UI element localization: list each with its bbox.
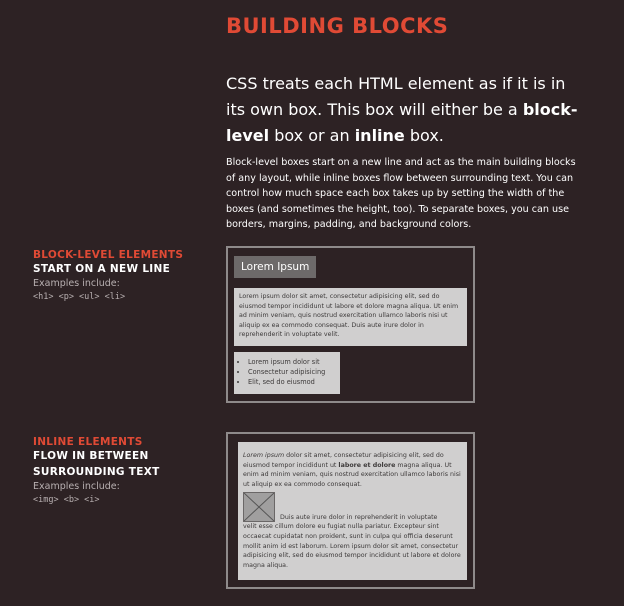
inline-paragraph [243, 451, 462, 489]
block-examples-code: <h1> <p> <ul> <li> [33, 292, 126, 302]
list [239, 358, 335, 387]
inline-text-box [238, 442, 467, 580]
block-diagram-frame [226, 246, 475, 403]
block-examples-label: Examples include: [33, 278, 120, 289]
image-line [243, 492, 462, 522]
lead-bold-block: block-level [226, 100, 578, 145]
block-heading-2: START ON A NEW LINE [33, 263, 171, 275]
inline-heading-2: FLOW IN BETWEEN [33, 450, 149, 462]
bold-text: labore et dolore [338, 461, 396, 469]
paragraph-box: Lorem ipsum dolor sit amet, consectetur adipisicing elit, sed do eiusmod tempor incididunt ut labore et dolore magna aliqua. Ut enim ad minim veniam, quis nostrud exercitation ullamco laboris nisi ut aliquip ex ea commodo consequat. Duis aute irure dolor in reprehenderit in voluptate velit. [234, 288, 467, 346]
inline-text-rest: velit esse cillum dolore eu fugiat nulla pariatur. Excepteur sint occaecat cupidatat non proident, sunt in culpa qui officia deserunt mollit anim id est laborum. Lorem ipsum dolor sit amet, consectetur adipisicing elit, sed do eiusmod tempor incididunt ut labore et dolore magna aliqua. [243, 523, 461, 569]
italic-text: Lorem ipsum [243, 452, 285, 459]
list-box [234, 352, 340, 394]
inline-diagram-frame [226, 432, 475, 589]
intro-body: Block-level boxes start on a new line and act as the main building blocks of any layout, while inline boxes flow between surrounding text. You can control how much space each box takes up by setting the width of the boxes (and sometimes the height, too). To separate boxes, you can use borders, margins, padding, and background colors. [226, 157, 576, 230]
list-item: • Lorem ipsum dolor sit [248, 358, 335, 368]
lorem-heading-box: Lorem Ipsum [234, 256, 316, 278]
intro-lead [226, 71, 586, 149]
page-title: BUILDING BLOCKS [226, 14, 449, 38]
inline-examples-code: <img> <b> <i> [33, 495, 100, 505]
lead-text-c: box or an [269, 126, 355, 145]
image-placeholder-icon [243, 492, 275, 522]
inline-text-a: dolor sit amet, consectetur adipisicing elit, sed do eiusmod tempor incididunt ut [243, 452, 444, 469]
inline-heading-3: SURROUNDING TEXT [33, 466, 160, 478]
inline-examples-label: Examples include: [33, 481, 120, 492]
inline-text-after-image: Duis aute irure dolor in reprehenderit in voluptate [280, 513, 438, 521]
block-sidebar [33, 249, 213, 302]
lead-bold-inline: inline [354, 126, 405, 145]
list-item: • Consectetur adipisicing [248, 368, 335, 378]
list-item: • Elit, sed do eiusmod [248, 378, 335, 388]
lead-text-a: CSS treats each HTML element as if it is in its own box. This box will either be a [226, 74, 566, 119]
block-heading-1: BLOCK-LEVEL ELEMENTS [33, 249, 184, 261]
lead-text-e: box. [404, 126, 444, 145]
inline-sidebar [33, 436, 213, 505]
inline-text-b: magna aliqua. Ut enim ad minim veniam, quis nostrud exercitation ullamco laboris nisi ut aliquip ex ea commodo consequat. [243, 461, 461, 488]
inline-heading-1: INLINE ELEMENTS [33, 436, 143, 448]
